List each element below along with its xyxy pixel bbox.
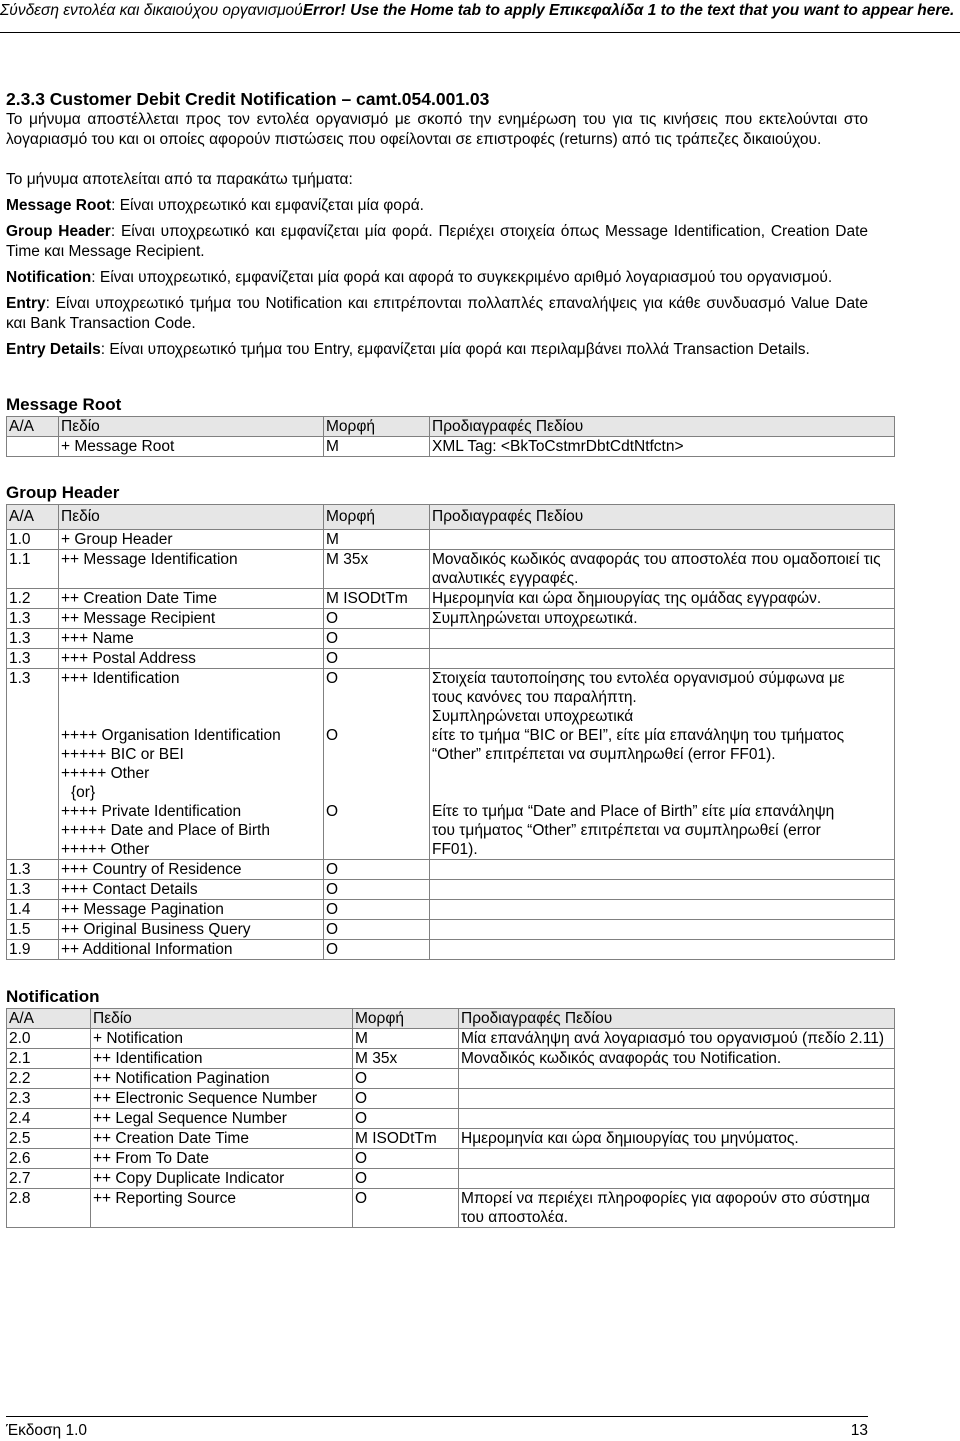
part-text: : Είναι υποχρεωτικό τμήμα του Entry, εμφανίζεται μία φορά και περιλαμβάνει πολλά Transaction Details. — [100, 341, 810, 358]
cell-spec: Μοναδικός κωδικός αναφοράς του αποστολέα που ομαδοποιεί τις αναλυτικές εγγραφές. — [430, 550, 895, 589]
column-header-field: Πεδίο — [59, 505, 324, 530]
column-header-spec: Προδιαγραφές Πεδίου — [430, 505, 895, 530]
cell-field: +++ Contact Details — [59, 880, 324, 900]
private-other-field: +++++ Other — [61, 841, 150, 858]
group-header-title: Group Header — [6, 483, 120, 502]
cell-format: M ISODtTm — [324, 589, 430, 609]
section-title: 2.3.3 Customer Debit Credit Notification – camt.054.001.03 — [6, 89, 490, 109]
cell-spec: Μία επανάληψη ανά λογαριασμό του οργανισμού (πεδίο 2.11) — [459, 1029, 895, 1049]
column-header-aa: Α/Α — [7, 417, 59, 437]
column-header-format: Μορφή — [324, 417, 430, 437]
cell-format: O — [324, 629, 430, 649]
cell-format: O — [353, 1169, 459, 1189]
part-text: : Είναι υποχρεωτικό και εμφανίζεται μία φορά. Περιέχει στοιχεία όπως Message Identification, Creation Date Time και Message Recipient. — [6, 223, 868, 260]
cell-aa: 2.7 — [7, 1169, 91, 1189]
cell-spec: Ημερομηνία και ώρα δημιουργίας της ομάδας εγγραφών. — [430, 589, 895, 609]
identification-format: O — [326, 670, 339, 687]
cell-field: ++ Creation Date Time — [91, 1129, 353, 1149]
cell-spec — [430, 940, 895, 960]
cell-aa: 1.0 — [7, 530, 59, 550]
cell-field: + Message Root — [59, 437, 324, 457]
cell-spec — [459, 1069, 895, 1089]
table-row — [7, 940, 895, 960]
cell-spec — [459, 1169, 895, 1189]
part-term: Group Header — [6, 223, 111, 240]
table-row — [7, 1029, 895, 1049]
cell-spec — [430, 669, 895, 860]
cell-format: M — [324, 530, 430, 550]
cell-format: M 35x — [324, 550, 430, 589]
notification-title: Notification — [6, 987, 100, 1006]
table-row — [7, 860, 895, 880]
part-term: Message Root — [6, 197, 112, 214]
cell-aa: 1.5 — [7, 920, 59, 940]
cell-field: ++ Identification — [91, 1049, 353, 1069]
edition-label: Έκδοση 1.0 — [6, 1422, 88, 1439]
column-header-format: Μορφή — [353, 1009, 459, 1029]
cell-spec — [430, 900, 895, 920]
group-header-table — [6, 504, 895, 960]
cell-field: ++ Original Business Query — [59, 920, 324, 940]
part-text: : Είναι υποχρεωτικό και εμφανίζεται μία φορά. — [111, 197, 424, 214]
page-footer — [6, 1416, 868, 1439]
cell-aa: 1.3 — [7, 649, 59, 669]
cell-aa: 1.9 — [7, 940, 59, 960]
cell-spec — [430, 649, 895, 669]
cell-spec: Συμπληρώνεται υποχρεωτικά. — [430, 609, 895, 629]
cell-aa: 1.2 — [7, 589, 59, 609]
cell-field: ++ Electronic Sequence Number — [91, 1089, 353, 1109]
table-row — [7, 437, 895, 457]
cell-format: M ISODtTm — [353, 1129, 459, 1149]
message-root-title: Message Root — [6, 395, 122, 414]
table-header-row — [7, 1009, 895, 1029]
cell-spec — [430, 530, 895, 550]
cell-field: +++ Country of Residence — [59, 860, 324, 880]
cell-aa: 2.2 — [7, 1069, 91, 1089]
part-notification — [6, 268, 868, 288]
column-header-field: Πεδίο — [59, 417, 324, 437]
part-term: Entry — [6, 295, 46, 312]
cell-field: + Group Header — [59, 530, 324, 550]
cell-field: ++ Creation Date Time — [59, 589, 324, 609]
notification-table — [6, 1008, 895, 1228]
part-term: Entry Details — [6, 341, 101, 358]
table-row — [7, 1089, 895, 1109]
org-identification-spec-line: είτε το τμήμα “BIC or BEI”, είτε μία επανάληψη του τμήματος — [432, 727, 845, 744]
cell-field: ++ Message Identification — [59, 550, 324, 589]
running-header-error: Error! Use the Home tab to apply Επικεφαλίδα 1 to the text that you want to appear here. — [302, 2, 955, 19]
cell-spec: XML Tag: <BkToCstmrDbtCdtNtfctn> — [430, 437, 895, 457]
cell-aa: 1.3 — [7, 609, 59, 629]
column-header-format: Μορφή — [324, 505, 430, 530]
cell-aa: 2.8 — [7, 1189, 91, 1228]
page-number: 13 — [850, 1422, 868, 1439]
org-identification-field: ++++ Organisation Identification — [61, 727, 281, 744]
identification-spec-line: Στοιχεία ταυτοποίησης του εντολέα οργανισμού σύμφωνα με — [432, 670, 845, 687]
cell-field: + Notification — [91, 1029, 353, 1049]
bic-or-bei-field: +++++ BIC or BEI — [61, 746, 184, 763]
org-other-field: +++++ Other — [61, 765, 150, 782]
part-group-header — [6, 222, 868, 262]
org-identification-spec-line: “Other” επιτρέπεται να συμπληρωθεί (error FF01). — [432, 746, 776, 763]
cell-field: ++ From To Date — [91, 1149, 353, 1169]
table-row — [7, 900, 895, 920]
cell-format: O — [324, 880, 430, 900]
cell-aa: 2.3 — [7, 1089, 91, 1109]
cell-format: M — [353, 1029, 459, 1049]
table-row — [7, 920, 895, 940]
cell-field: ++ Additional Information — [59, 940, 324, 960]
column-header-spec: Προδιαγραφές Πεδίου — [430, 417, 895, 437]
table-header-row — [7, 417, 895, 437]
table-row — [7, 589, 895, 609]
part-text: : Είναι υποχρεωτικό, εμφανίζεται μία φορά και αφορά το συγκεκριμένο αριθμό λογαριασμού του οργανισμού. — [91, 269, 833, 286]
cell-format: O — [353, 1189, 459, 1228]
message-root-table — [6, 416, 895, 457]
cell-field: +++ Name — [59, 629, 324, 649]
cell-format: O — [324, 609, 430, 629]
parts-intro: Το μήνυμα αποτελείται από τα παρακάτω τμήματα: — [6, 171, 353, 188]
table-row — [7, 629, 895, 649]
identification-spec-line: Συμπληρώνεται υποχρεωτικά — [432, 708, 634, 725]
cell-aa: 2.0 — [7, 1029, 91, 1049]
or-separator: {or} — [71, 784, 96, 801]
table-row — [7, 1149, 895, 1169]
cell-format: O — [324, 649, 430, 669]
column-header-field: Πεδίο — [91, 1009, 353, 1029]
table-row — [7, 530, 895, 550]
cell-spec — [459, 1109, 895, 1129]
cell-aa: 1.3 — [7, 629, 59, 649]
column-header-aa: Α/Α — [7, 1009, 91, 1029]
cell-format: M — [324, 437, 430, 457]
cell-format: M 35x — [353, 1049, 459, 1069]
private-identification-spec-line: FF01). — [432, 841, 478, 858]
cell-format: O — [353, 1109, 459, 1129]
cell-spec: Μοναδικός κωδικός αναφοράς του Notification. — [459, 1049, 895, 1069]
table-row — [7, 1069, 895, 1089]
cell-spec — [459, 1149, 895, 1169]
cell-field: ++ Message Recipient — [59, 609, 324, 629]
cell-aa: 1.1 — [7, 550, 59, 589]
column-header-aa: Α/Α — [7, 505, 59, 530]
cell-aa: 2.5 — [7, 1129, 91, 1149]
cell-field: +++ Postal Address — [59, 649, 324, 669]
private-identification-spec-line: Είτε το τμήμα “Date and Place of Birth” είτε μία επανάληψη — [432, 803, 835, 820]
cell-format: O — [353, 1069, 459, 1089]
cell-format: O — [324, 920, 430, 940]
cell-spec: Ημερομηνία και ώρα δημιουργίας του μηνύματος. — [459, 1129, 895, 1149]
cell-spec — [430, 860, 895, 880]
table-row — [7, 1049, 895, 1069]
cell-spec: Μπορεί να περιέχει πληροφορίες για αφορούν στο σύστημα του αποστολέα. — [459, 1189, 895, 1228]
cell-spec — [430, 629, 895, 649]
identification-field: +++ Identification — [61, 670, 180, 687]
cell-aa: 2.6 — [7, 1149, 91, 1169]
document-body — [6, 88, 884, 1228]
cell-field: ++ Notification Pagination — [91, 1069, 353, 1089]
cell-aa: 1.4 — [7, 900, 59, 920]
part-term: Notification — [6, 269, 92, 286]
cell-format — [324, 669, 430, 860]
cell-aa: 1.3 — [7, 669, 59, 860]
cell-field — [59, 669, 324, 860]
part-entry — [6, 294, 868, 334]
table-row — [7, 1109, 895, 1129]
cell-format: O — [353, 1149, 459, 1169]
cell-field: ++ Copy Duplicate Indicator — [91, 1169, 353, 1189]
date-place-of-birth-field: +++++ Date and Place of Birth — [61, 822, 270, 839]
identification-row — [7, 669, 895, 860]
part-entry-details — [6, 340, 868, 360]
table-row — [7, 1129, 895, 1149]
table-row — [7, 1169, 895, 1189]
cell-field: ++ Legal Sequence Number — [91, 1109, 353, 1129]
column-header-spec: Προδιαγραφές Πεδίου — [459, 1009, 895, 1029]
cell-format: O — [324, 860, 430, 880]
table-row — [7, 609, 895, 629]
private-identification-spec-line: του τμήματος “Other” επιτρέπεται να συμπληρωθεί (error — [432, 822, 821, 839]
table-row — [7, 1189, 895, 1228]
cell-spec — [430, 920, 895, 940]
table-header-row — [7, 505, 895, 530]
cell-format: O — [353, 1089, 459, 1109]
intro-paragraph: Το μήνυμα αποστέλλεται προς τον εντολέα οργανισμό με σκοπό την ενημέρωση του για τις κινήσεις που εκτελούνται στο λογαριασμό του και οι οποίες αφορούν πιστώσεις που οφείλονται σε επιστροφές (returns) από τις τράπεζες δικαιούχου. — [6, 111, 868, 148]
table-row — [7, 880, 895, 900]
cell-format: O — [324, 940, 430, 960]
cell-spec — [459, 1089, 895, 1109]
part-text: : Είναι υποχρεωτικό τμήμα του Notification και επιτρέπονται πολλαπλές επαναλήψεις για κάθε συνδυασμό Value Date και Bank Transaction Code. — [6, 295, 868, 332]
cell-field: ++ Reporting Source — [91, 1189, 353, 1228]
part-message-root — [6, 196, 868, 216]
org-identification-format: O — [326, 727, 339, 744]
private-identification-field: ++++ Private Identification — [61, 803, 242, 820]
cell-field: ++ Message Pagination — [59, 900, 324, 920]
table-row — [7, 649, 895, 669]
table-row — [7, 550, 895, 589]
cell-aa: 1.3 — [7, 860, 59, 880]
running-header-prefix: Σύνδεση εντολέα και δικαιούχου οργανισμού — [0, 2, 303, 19]
identification-spec-line: τους κανόνες του παραλήπτη. — [432, 689, 637, 706]
cell-aa: 2.4 — [7, 1109, 91, 1129]
private-identification-format: O — [326, 803, 339, 820]
cell-spec — [430, 880, 895, 900]
cell-aa: 1.3 — [7, 880, 59, 900]
cell-aa: 2.1 — [7, 1049, 91, 1069]
running-header — [0, 0, 960, 33]
cell-format: O — [324, 900, 430, 920]
cell-aa — [7, 437, 59, 457]
